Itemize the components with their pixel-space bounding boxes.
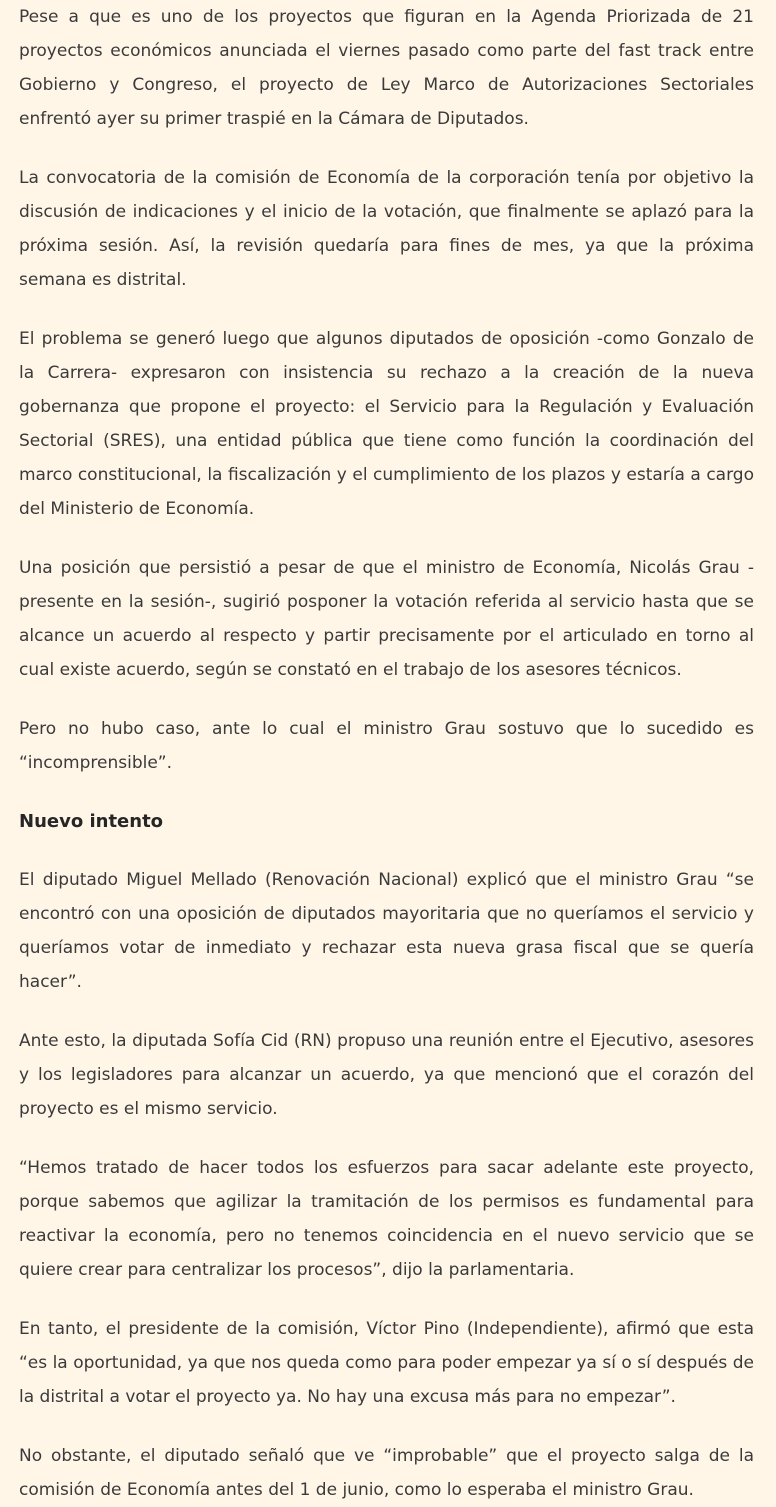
paragraph-1: Pese a que es uno de los proyectos que figuran en la Agenda Priorizada de 21 proyectos económicos anunciada el viernes pasado como parte del fast track entre Gobierno y Congreso, el proyecto de Ley Marco de Autorizaciones Sectoriales enfrentó ayer su primer traspié en la Cámara de Diputados. bbox=[19, 7, 754, 129]
paragraph-7: Ante esto, la diputada Sofía Cid (RN) propuso una reunión entre el Ejecutivo, asesores y los legisladores para alcanzar un acuerdo, ya que mencionó que el corazón del proyecto es el mismo servicio. bbox=[19, 1031, 754, 1119]
paragraph-4: Una posición que persistió a pesar de que el ministro de Economía, Nicolás Grau -presente en la sesión-, sugirió posponer la votación referida al servicio hasta que se alcance un acuerdo al respecto y partir precisamente por el articulado en torno al cual existe acuerdo, según se constató en el trabajo de los asesores técnicos. bbox=[19, 558, 754, 680]
paragraph-6: El diputado Miguel Mellado (Renovación Nacional) explicó que el ministro Grau “se encontró con una oposición de diputados mayoritaria que no queríamos el servicio y queríamos votar de inmediato y rechazar esta nueva grasa fiscal que se quería hacer”. bbox=[19, 870, 754, 992]
paragraph-8: “Hemos tratado de hacer todos los esfuerzos para sacar adelante este proyecto, porque sabemos que agilizar la tramitación de los permisos es fundamental para reactivar la economía, pero no tenemos coincidencia en el nuevo servicio que se quiere crear para centralizar los procesos”, dijo la parlamentaria. bbox=[19, 1158, 754, 1280]
paragraph-10: No obstante, el diputado señaló que ve “improbable” que el proyecto salga de la comisión de Economía antes del 1 de junio, como lo esperaba el ministro Grau. bbox=[19, 1446, 754, 1500]
section-subheading: Nuevo intento bbox=[19, 811, 164, 832]
paragraph-2: La convocatoria de la comisión de Economía de la corporación tenía por objetivo la discusión de indicaciones y el inicio de la votación, que finalmente se aplazó para la próxima sesión. Así, la revisión quedaría para fines de mes, ya que la próxima semana es distrital. bbox=[19, 168, 754, 290]
paragraph-9: En tanto, el presidente de la comisión, Víctor Pino (Independiente), afirmó que esta “es la oportunidad, ya que nos queda como para poder empezar ya sí o sí después de la distrital a votar el proyecto ya. No hay una excusa más para no empezar”. bbox=[19, 1319, 754, 1407]
paragraph-5: Pero no hubo caso, ante lo cual el ministro Grau sostuvo que lo sucedido es “incomprensible”. bbox=[19, 719, 754, 773]
paragraph-3: El problema se generó luego que algunos diputados de oposición -como Gonzalo de la Carrera- expresaron con insistencia su rechazo a la creación de la nueva gobernanza que propone el proyecto: el Servicio para la Regulación y Evaluación Sectorial (SRES), una entidad pública que tiene como función la coordinación del marco constitucional, la fiscalización y el cumplimiento de los plazos y estaría a cargo del Ministerio de Economía. bbox=[19, 329, 754, 519]
